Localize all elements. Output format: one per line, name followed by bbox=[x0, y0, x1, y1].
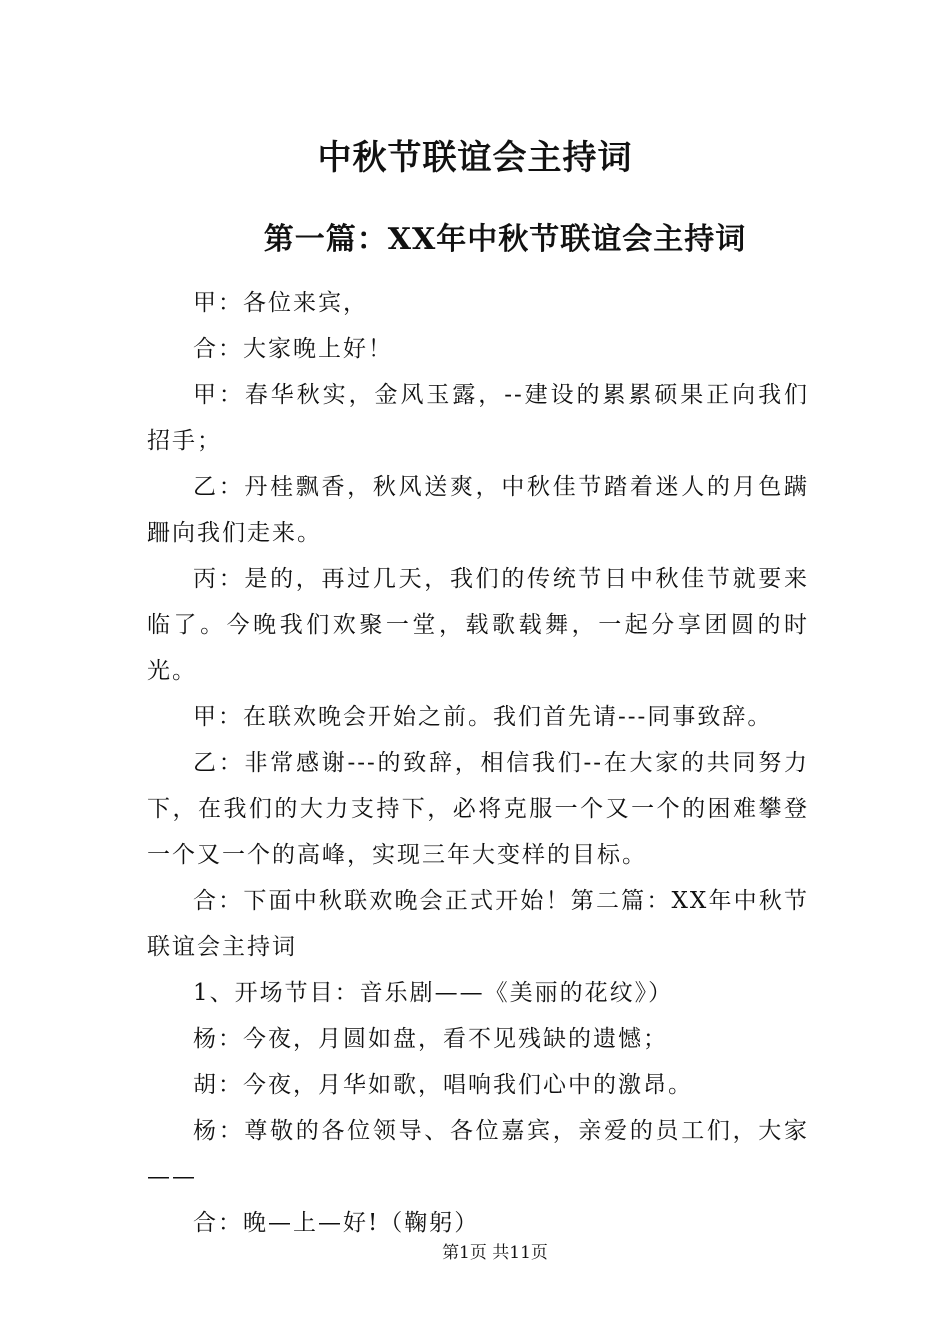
paragraph: 合：大家晚上好！ bbox=[193, 336, 393, 362]
paragraph: 甲：春华秋实，金风玉露，--建设的累累硕果正向我们招手； bbox=[147, 382, 809, 454]
paragraph: 杨：尊敬的各位领导、各位嘉宾，亲爱的员工们，大家—— bbox=[147, 1118, 809, 1190]
paragraph: 丙：是的，再过几天，我们的传统节日中秋佳节就要来临了。今晚我们欢聚一堂，载歌载舞，一起分享团圆的时光。 bbox=[147, 566, 809, 684]
document-subtitle: 第一篇：XX年中秋节联谊会主持词 bbox=[263, 222, 747, 257]
paragraph: 1、开场节目：音乐剧——《美丽的花纹》） bbox=[193, 980, 674, 1006]
document-title: 中秋节联谊会主持词 bbox=[317, 138, 633, 178]
paragraph: 合：下面中秋联欢晚会正式开始！第二篇：XX年中秋节联谊会主持词 bbox=[147, 888, 809, 960]
paragraph: 合：晚—上—好!（鞠躬） bbox=[193, 1210, 480, 1236]
document-body bbox=[147, 280, 809, 1246]
paragraph: 杨：今夜，月圆如盘，看不见残缺的遗憾； bbox=[193, 1026, 668, 1052]
paragraph: 乙：丹桂飘香，秋风送爽，中秋佳节踏着迷人的月色蹒跚向我们走来。 bbox=[147, 474, 809, 546]
page-footer: 第1页 共11页 bbox=[442, 1243, 548, 1263]
paragraph: 甲：在联欢晚会开始之前。我们首先请---同事致辞。 bbox=[193, 704, 773, 730]
paragraph: 乙：非常感谢---的致辞，相信我们--在大家的共同努力下，在我们的大力支持下，必将克服一个又一个的困难攀登一个又一个的高峰，实现三年大变样的目标。 bbox=[147, 750, 809, 868]
paragraph: 甲：各位来宾， bbox=[193, 290, 368, 316]
paragraph: 胡：今夜，月华如歌，唱响我们心中的激昂。 bbox=[193, 1072, 693, 1098]
